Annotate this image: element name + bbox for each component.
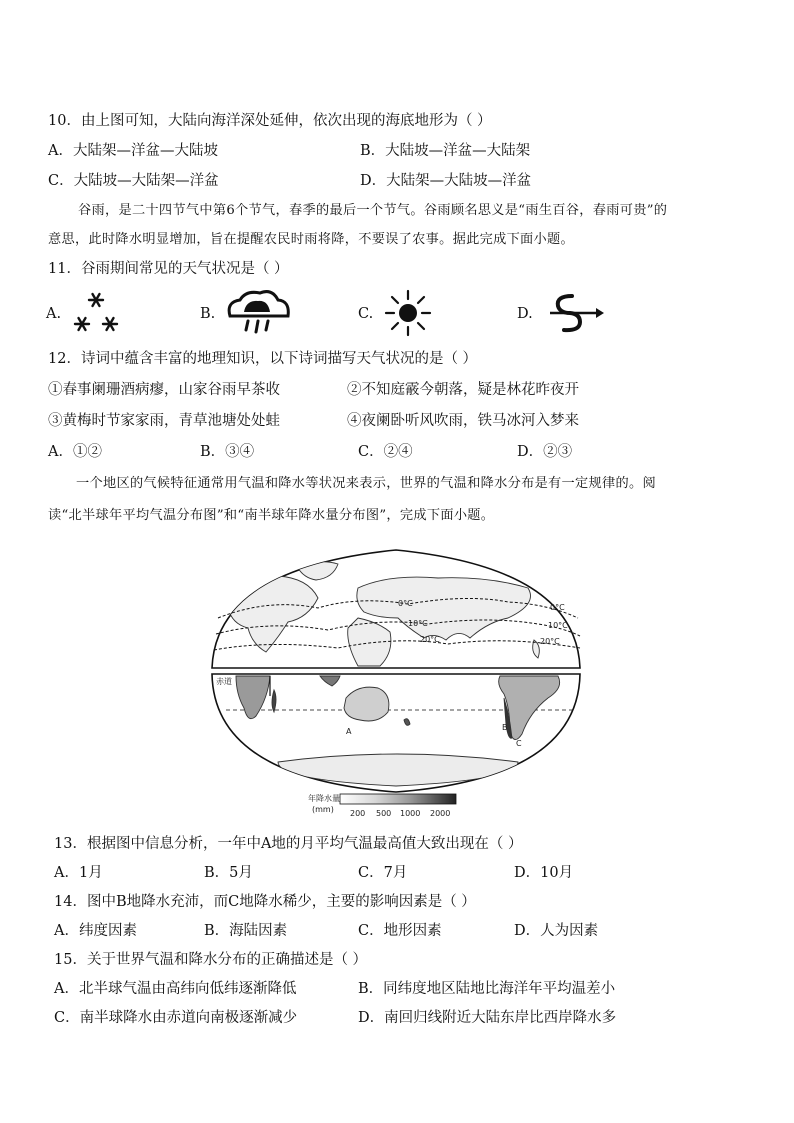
q11-stem: 11．谷雨期间常见的天气状况是（ ） [48,261,289,277]
q12-option-b[interactable]: B．③④ [200,444,255,460]
q12-stem: 12．诗词中蕴含丰富的地理知识，以下诗词描写天气状况的是（ ） [48,351,478,367]
q15-option-c[interactable]: C．南半球降水由赤道向南极逐渐减少 [54,1010,298,1026]
legend-title: 年降水量 [308,794,340,803]
q11-option-b[interactable]: B. [200,306,216,322]
q13-option-d[interactable]: D．10月 [514,865,574,881]
legend-tick-2000: 2000 [430,809,451,818]
south-hemisphere-map [212,674,580,792]
north-hemisphere-map [212,550,580,668]
q15-option-a[interactable]: A．北半球气温由高纬向低纬逐渐降低 [54,981,297,997]
q10-option-c[interactable]: C．大陆坡—大陆架—洋盆 [48,173,219,189]
q14-option-b[interactable]: B．海陆因素 [204,923,288,939]
rain-icon [222,288,294,336]
precipitation-legend [308,793,456,818]
q11-option-d[interactable]: D. [517,306,533,322]
q14-option-a[interactable]: A．纬度因素 [54,923,137,939]
q12-poem-3: ③黄梅时节家家雨，青草池塘处处蛙 [48,413,280,429]
q14-stem: 14．图中B地降水充沛，而C地降水稀少，主要的影响因素是（ ） [54,894,476,910]
sunny-icon [380,288,436,338]
q13-option-c[interactable]: C．7月 [358,865,408,881]
passage2-line1: 一个地区的气候特征通常用气温和降水等状况来表示，世界的气温和降水分布是有一定规律的。阅 [76,476,656,491]
passage2-line2: 读“北半球年平均气温分布图”和“南半球年降水量分布图”，完成下面小题。 [48,508,495,523]
q10-stem: 10．由上图可知，大陆向海洋深处延伸，依次出现的海底地形为（ ） [48,113,492,129]
isotherm-label-10-east: 10°C [548,621,568,630]
isotherm-label-0: 0°C [398,599,413,608]
q15-option-b[interactable]: B．同纬度地区陆地比海洋年平均温差小 [358,981,616,997]
q11-option-a[interactable]: A. [46,306,62,322]
q12-option-c[interactable]: C．②④ [358,444,413,460]
isotherm-label-20-east: 20°C [540,637,560,646]
isotherm-label-0-east: 0°C [550,603,565,612]
equator-label: 赤道 [216,677,232,686]
passage1-line1: 谷雨，是二十四节气中第6个节气，春季的最后一个节气。谷雨顾名思义是“雨生百谷，春雨可贵”的 [78,203,668,218]
q11-option-c[interactable]: C. [358,306,374,322]
isotherm-label-20: 20°C [420,635,440,644]
q12-poem-1: ①春事阑珊酒病瘳，山家谷雨早茶收 [48,382,280,398]
point-a-label: A [346,727,352,736]
q10-option-b[interactable]: B．大陆坡—洋盆—大陆架 [360,143,531,159]
legend-unit: (mm) [312,805,334,814]
world-climate-map [208,548,584,828]
q13-stem: 13．根据图中信息分析，一年中A地的月平均气温最高值大致出现在（ ） [54,836,523,852]
passage1-line2: 意思，此时降水明显增加，旨在提醒农民时雨将降，不要误了农事。据此完成下面小题。 [48,232,575,247]
snow-icon [66,288,130,338]
q12-option-d[interactable]: D．②③ [517,444,573,460]
legend-tick-500: 500 [376,809,392,818]
q13-option-a[interactable]: A．1月 [54,865,103,881]
q10-option-a[interactable]: A．大陆架—洋盆—大陆坡 [48,143,218,159]
q14-option-c[interactable]: C．地形因素 [358,923,442,939]
point-b-label: B [502,723,508,732]
q12-poem-4: ④夜阑卧听风吹雨，铁马冰河入梦来 [347,413,579,429]
q12-option-a[interactable]: A．①② [48,444,102,460]
q12-poem-2: ②不知庭霰今朝落，疑是林花昨夜开 [347,382,579,398]
q14-option-d[interactable]: D．人为因素 [514,923,599,939]
legend-tick-200: 200 [350,809,366,818]
q10-option-d[interactable]: D．大陆架—大陆坡—洋盆 [360,173,532,189]
legend-tick-1000: 1000 [400,809,421,818]
q15-option-d[interactable]: D．南回归线附近大陆东岸比西岸降水多 [358,1010,617,1026]
point-c-label: C [516,739,522,748]
q13-option-b[interactable]: B．5月 [204,865,253,881]
isotherm-label-10: 10°C [408,619,428,628]
q15-stem: 15．关于世界气温和降水分布的正确描述是（ ） [54,952,368,968]
wind-icon [548,290,604,336]
